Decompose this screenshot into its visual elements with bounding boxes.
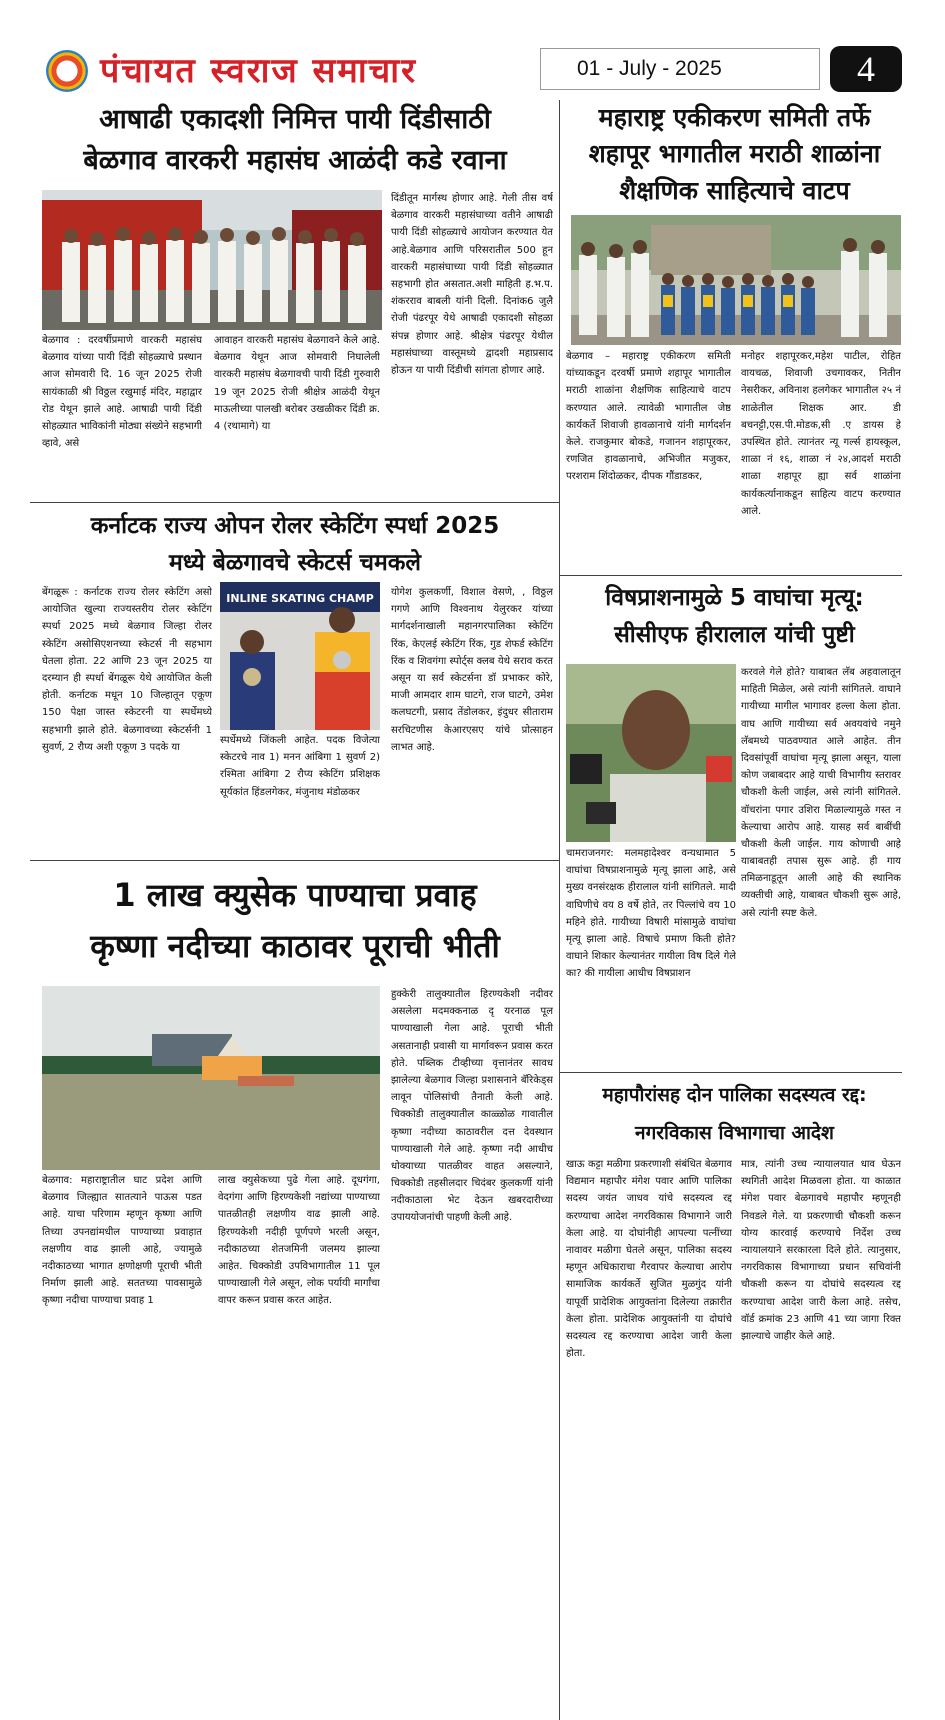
story2-headline: महाराष्ट्र एकीकरण समिती तर्फे शहापूर भागातील मराठी शाळांना शैक्षणिक साहित्याचे वाटप xyxy=(588,103,881,205)
story5-headline: 1 लाख क्युसेक पाण्याचा प्रवाह कृष्णा नदीच्या काठावर पूराची भीती xyxy=(90,876,500,966)
story3-column-2: स्पर्धेमध्ये जिंकली आहेत. पदक विजेत्या स्केटरचे नाव 1) मनन आंबिगा 1 सुवर्ण 2) रश्मिता आंबिगा 2 रौप्य स्केटिंग प्रशिक्षक सूर्यकांत हिंडलगेकर, मंजुनाथ मंडोळकर xyxy=(220,735,380,798)
story1-headline: आषाढी एकादशी निमित्त पायी दिंडीसाठी बेळगाव वारकरी महासंघ आळंदी कडे रवाना xyxy=(83,104,507,176)
story1-photo xyxy=(42,190,382,330)
story3-photo xyxy=(220,582,380,730)
story6-column-1: खाऊ कट्टा मळीगा प्रकरणाशी संबंधित बेळगाव विद्यमान महापौर मंगेश पवार आणि पालिका सदस्य जयंत जाधव यांचे सदस्यत्व रद्द करण्याचा आदेश नगरविकास विभागाने जारी केला आहे. या दोघांनीही आपल्या पत्नींच्या नावावर मळीगा घेतले असून, पालिका सदस्य म्हणून अधिकाराचा गैरवापर केल्याचा आरोप सामाजिक कार्यकर्ते सुजित मुळगुंद यांनी यापूर्वी प्रादेशिक आयुक्तांना दिलेल्या तक्रारीत केला होता. प्रादेशिक आयुक्तांनी या दोघांचे सदस्यत्व रद्द करण्याचा आदेश जारी केला होता. xyxy=(566,1159,732,1360)
story4-photo xyxy=(566,664,736,842)
issue-date: 01 - July - 2025 xyxy=(540,48,820,90)
panchayat-logo-icon xyxy=(46,50,88,92)
banner-text: INLINE SKATING CHAMP xyxy=(226,592,374,605)
story5-column-3: हुक्केरी तालुक्यातील हिरण्यकेशी नदीवर असलेला मदमक्कनाळ दृ यरनाळ पूल पाण्याखाली गेला आहे. पूराची भीती असतानाही प्रवासी या मार्गावरून प्रवास करत होते. पब्लिक टीव्हीच्या वृत्तानंतर सावध झालेल्या बेळगाव जिल्हा प्रशासनाने बॅरिकेड्स लावून पोलिसांची तैनाती केली आहे. चिक्कोडी तालुक्यातील काळ्ळोळ गावातील कृष्णा नदीच्या काठावरील दत्त देवस्थान पाण्याखाली गेले आहे. कृष्णा नदी आधीच धोक्याच्या पातळीवर वाहत असल्याने, चिक्कोडी तहसीलदार चिदंबर कुलकर्णी यांनी नदीकाठाला भेट देऊन खबरदारीच्या उपाययोजनांची पाहणी केली आहे. xyxy=(391,989,553,1224)
masthead xyxy=(40,46,902,96)
section-divider xyxy=(560,1072,902,1073)
section-divider xyxy=(30,502,559,503)
page-number: 4 xyxy=(830,46,902,92)
story1-column-1: बेळगाव : दरवर्षीप्रमाणे वारकरी महासंघ बेळगाव यांच्या पायी दिंडी सोहळ्याचे प्रस्थान आज सोमवारी दि. 16 जून 2025 रोजी सायंकाळी श्री विठ्ठल रखुमाई मंदिर, महाद्वार रोड येथून झाले आहे. आषाढी पायी दिंडी सोहळ्यात भाविकांनी मोठ्या संख्येने सहभागी व्हावे, असे xyxy=(42,335,202,450)
newspaper-name: पंचायत स्वराज समाचार xyxy=(100,51,417,91)
story1-column-3: दिंडीतून मार्गस्थ होणार आहे. गेली तीस वर्ष बेळगाव वारकरी महासंघाच्या वतीने आषाढी पायी दिंडी सोहळ्याचे आयोजन करण्यात येत आहे.बेळगाव आणि परिसरातील 500 हून वारकरी महासंघाच्या पायी दिंडी सोहळ्यात सहभागी होत असतात.अशी माहिती ह.भ.प. शंकरराव बाबली यांनी दिली. दिनांक6 जुलै रोजी पंढरपूर येथे आषाढी एकादशी सोहळा संपन्न होणार आहे. श्रीक्षेत्र पंढरपूर येथील महासंघाच्या वास्तूमध्ये द्वादशी महाप्रसाद होऊन या पायी दिंडीची सांगता होणार आहे. xyxy=(391,193,553,376)
story3-headline: कर्नाटक राज्य ओपन रोलर स्केटिंग स्पर्धा 2025 मध्ये बेळगावचे स्केटर्स चमकले xyxy=(90,513,500,576)
story5-column-1: बेळगाव: महाराष्ट्रातील घाट प्रदेश आणि बेळगाव जिल्ह्यात सातत्याने पाऊस पडत आहे. याचा परिणाम म्हणून कृष्णा आणि तिच्या उपनद्यांमधील पाण्याच्या प्रवाहात लक्षणीय वाढ झाली आहे, ज्यामुळे नदीकाठच्या भागात क्षणोक्षणी पूराची भीती निर्माण झाली आहे. सततच्या पावसामुळे कृष्णा नदीचा पाण्याचा प्रवाह 1 xyxy=(42,1175,202,1307)
section-divider xyxy=(30,860,559,861)
story4-headline: विषप्राशनामुळे 5 वाघांचा मृत्यू: सीसीएफ हीरालाल यांची पुष्टी xyxy=(605,585,864,648)
section-divider xyxy=(560,575,902,576)
story2-column-1: बेळगाव – महाराष्ट्र एकीकरण समिती यांच्याकडून दरवर्षी प्रमाणे शहापूर भागातील मराठी शाळांना शैक्षणिक साहित्याचे वाटप करण्यात आले. त्यावेळी भागातील जेष्ठ कार्यकर्ते शिवाजी हावळानाचे यांनी मार्गदर्शन केले. राजकुमार बोकडे, गजानन शहापूरकर, रणजित हावळानाचे, अभिजीत मजुकर, परशराम शिंदोळकर, दीपक गौंडाडकर, xyxy=(566,351,731,483)
story6-headline: महापौरांसह दोन पालिका सदस्यत्व रद्द: नगरविकास विभागाचा आदेश xyxy=(602,1084,867,1144)
story5-column-2: लाख क्युसेकच्या पुढे गेला आहे. दूधगंगा, वेदगंगा आणि हिरण्यकेशी नद्यांच्या पाण्याच्या पातळीतही लक्षणीय वाढ झाली आहे. हिरण्यकेशी नदीही पूर्णपणे भरली असून, नदीकाठच्या शेतजमिनी जलमय झाल्या आहेत. चिक्कोडी उपविभागातील 11 पूल पाण्याखाली गेले असून, लोक पर्यायी मार्गांचा वापर करून प्रवास करत आहेत. xyxy=(218,1175,380,1307)
story4-column-2: करवले गेले होते? याबाबत लॅब अहवालातून माहिती मिळेल, असे त्यांनी सांगितले. वाघाने गायीच्या मागील भागावर हल्ला केला होता. वाघ आणि गायीच्या सर्व अवयवांचे नमुने लॅबमध्ये पाठवण्यात आले आहेत. तीन दिवसांपूर्वी वाघांचा मृत्यू झाला असून, याला कोण जबाबदार आहे याची विभागीय स्तरावर चौकशी केली जाईल, असे त्यांनी सांगितले. वॉचरांना पगार उशिरा मिळाल्यामुळे गस्त न केल्याचा आरोप आहे. यासह सर्व बाबींची चौकशी केली जाईल. गाय कोणाची आहे याबाबतही तपास सुरू आहे. ही गाय तमिळनाडूतून आली आहे की स्थानिक व्यक्तीची आहे, याबाबत चौकशी सुरू आहे, असे त्यांनी स्पष्ट केले. xyxy=(741,667,901,919)
story2-column-2: मनोहर शहापूरकर,महेश पाटील, रोहित वायचळ, शिवाजी उचगावकर, नितीन नेसरीकर, अविनाश हलगेकर भागातील २५ नं शाळेतील शिक्षक आर. डी बचनट्टी,एस.पी.मोडक,सी .ए डायस हे उपस्थित होते. त्यानंतर न्यू गर्ल्स हायस्कूल, शाळा नं १६, शाळा नं २४,आदर्श मराठी शाळा शहापूर ह्या सर्व शाळांना कार्यकर्त्यानाकडून साहित्य वाटप करण्यात आले. xyxy=(741,351,901,517)
story3-column-3: योगेश कुलकर्णी, विशाल वेसणे, , विठ्ठल गगणे आणि विश्वनाथ येलुरकर यांच्या मार्गदर्शनाखाली महानगरपालिका स्केटिंग रिंक, केएलई स्केटिंग रिंक, गुड शेफर्ड स्केटिंग रिंक व शिवगंगा स्पोर्ट्स क्लब येथे सराव करत असून या सर्व स्केटर्सना डॉ प्रभाकर कोरे, माजी आमदार शाम घाटगे, राज घाटगे, उमेश कलघटगी, प्रसाद तेंडोलकर, इंदुधर सीताराम सरचिटणीस केआरएसए यांचे प्रोत्साहन लाभत आहे. xyxy=(391,587,553,753)
story2-photo xyxy=(571,215,901,345)
story5-photo xyxy=(42,986,380,1170)
story3-column-1: बेंगळूरू : कर्नाटक राज्य रोलर स्केटिंग असो आयोजित खुल्या राज्यस्तरीय रोलर स्केटिंग स्पर्धा 2025 मध्ये बेळगाव जिल्हा रोलर स्केटिंग असोसिएशनच्या स्केटर्स नी सहभाग घेतला होता. 22 आणि 23 जून 2025 या दरम्यान ही स्पर्धा बेंगळूरू येथे आयोजित केली होती. कर्नाटक मधून 10 जिल्हातून एकूण 150 पेक्षा जास्त स्केटरनी या स्पर्धेमध्ये सहभागी झाले होते. बेळगावच्या स्केटर्सनी 1 सुवर्ण, 2 रौप्य अशी एकूण 3 पदके या xyxy=(42,587,212,753)
story6-column-2: मात्र, त्यांनी उच्च न्यायालयात धाव घेऊन स्थगिती आदेश मिळवला होता. या काळात मंगेश पवार बेळगावचे महापौर म्हणूनही निवडले गेले. या प्रकरणाची चौकशी करून योग्य कारवाई करण्याचे निर्देश उच्च न्यायालयाने सरकारला दिले होते. त्यानुसार, नगरविकास विभागाच्या प्रधान सचिवांनी चौकशी करून या दोघांचे सदस्यत्व रद्द करण्याचा आदेश जारी केला आहे. तसेच, वॉर्ड क्रमांक 23 आणि 41 च्या जागा रिक्त झाल्याचे जाहीर केले आहे. xyxy=(741,1159,901,1342)
story4-column-1: चामराजनगर: मलमहादेश्वर वन्यधामात 5 वाघांचा विषप्राशनामुळे मृत्यू झाला आहे, असे मुख्य वनसंरक्षक हीरालाल यांनी सांगितले. मादी वाघिणीचे वय 8 वर्षे होते, तर पिल्लांचे वय 10 महिने होते. गायीच्या विषारी मांसामुळे वाघांचा मृत्यू झाला आहे. विषाचे प्रमाण किती होते? वाघाने शिकार केल्यानंतर गायीला विष दिले गेले का? की गायीला आधीच विषप्राशन xyxy=(566,848,736,980)
story1-column-2: आवाहन वारकरी महासंघ बेळगावने केले आहे. बेळगाव येथून आज सोमवारी निघालेली वारकरी महासंघ बेळगावची पायी दिंडी गुरुवारी 19 जून 2025 रोजी श्रीक्षेत्र आळंदी येथून माऊलीच्या पालखी बरोबर उखळीकर दिंडी क्र. 4 (रथामागे) या xyxy=(214,335,380,432)
